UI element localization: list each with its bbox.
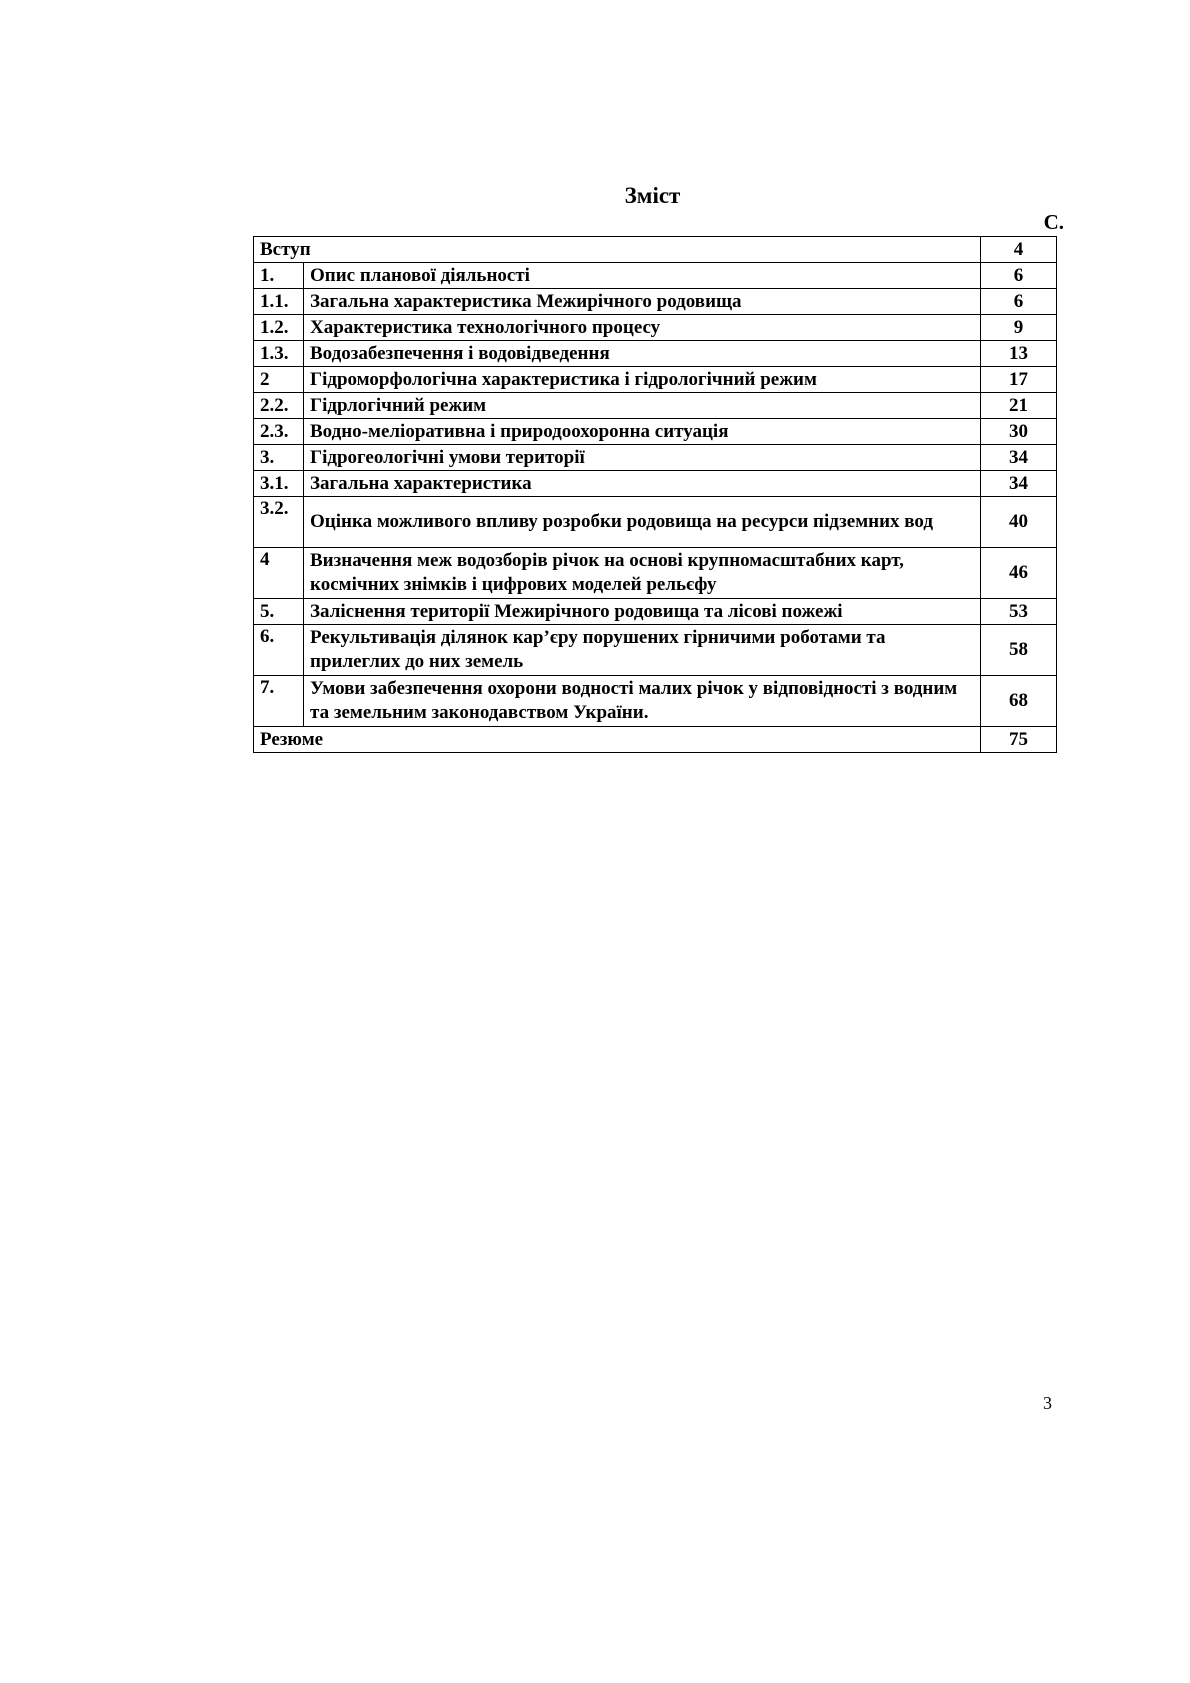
toc-title: Опис планової діяльності bbox=[304, 263, 981, 289]
toc-row bbox=[254, 625, 1057, 676]
toc-page: 13 bbox=[981, 341, 1057, 367]
toc-page: 58 bbox=[981, 625, 1057, 676]
toc-row bbox=[254, 315, 1057, 341]
toc-num: 2.2. bbox=[254, 393, 304, 419]
toc-page: 68 bbox=[981, 676, 1057, 727]
toc-num: 3.1. bbox=[254, 471, 304, 497]
table-of-contents bbox=[253, 236, 1057, 753]
toc-row bbox=[254, 497, 1057, 548]
toc-title: Гідрогеологічні умови території bbox=[304, 445, 981, 471]
toc-page: 4 bbox=[981, 237, 1057, 263]
toc-num: 3. bbox=[254, 445, 304, 471]
toc-title: Загальна характеристика bbox=[304, 471, 981, 497]
toc-num: 2 bbox=[254, 367, 304, 393]
toc-page: 40 bbox=[981, 497, 1057, 548]
toc-page: 34 bbox=[981, 445, 1057, 471]
toc-title: Резюме bbox=[254, 727, 981, 753]
toc-row-summary bbox=[254, 727, 1057, 753]
toc-num: 1. bbox=[254, 263, 304, 289]
toc-num: 1.2. bbox=[254, 315, 304, 341]
toc-page: 6 bbox=[981, 289, 1057, 315]
toc-title: Водозабезпечення і водовідведення bbox=[304, 341, 981, 367]
page-column-label: С. bbox=[1043, 210, 1064, 234]
toc-row bbox=[254, 548, 1057, 599]
toc-title: Вступ bbox=[254, 237, 981, 263]
toc-page: 46 bbox=[981, 548, 1057, 599]
page-number: 3 bbox=[1043, 1393, 1052, 1413]
toc-title: Визначення меж водозборів річок на основі крупномасштабних карт, космічних знімків і цифрових моделей рельєфу bbox=[304, 548, 981, 599]
toc-title: Заліснення території Межирічного родовища та лісові пожежі bbox=[304, 599, 981, 625]
toc-page: 21 bbox=[981, 393, 1057, 419]
toc-title: Гідроморфологічна характеристика і гідрологічний режим bbox=[304, 367, 981, 393]
toc-row bbox=[254, 419, 1057, 445]
toc-num: 5. bbox=[254, 599, 304, 625]
toc-title: Рекультивація ділянок кар’єру порушених гірничими роботами та прилеглих до них земель bbox=[304, 625, 981, 676]
toc-num: 1.1. bbox=[254, 289, 304, 315]
toc-num: 4 bbox=[254, 548, 304, 599]
toc-title: Умови забезпечення охорони водності малих річок у відповідності з водним та земельним законодавством України. bbox=[304, 676, 981, 727]
page-title: Зміст bbox=[624, 183, 681, 208]
toc-row bbox=[254, 263, 1057, 289]
toc-page: 75 bbox=[981, 727, 1057, 753]
toc-title: Водно-меліоративна і природоохоронна ситуація bbox=[304, 419, 981, 445]
toc-page: 6 bbox=[981, 263, 1057, 289]
toc-title: Гідрлогічний режим bbox=[304, 393, 981, 419]
toc-num: 1.3. bbox=[254, 341, 304, 367]
toc-page: 53 bbox=[981, 599, 1057, 625]
toc-page: 30 bbox=[981, 419, 1057, 445]
toc-page: 9 bbox=[981, 315, 1057, 341]
toc-row bbox=[254, 445, 1057, 471]
toc-title: Загальна характеристика Межирічного родовища bbox=[304, 289, 981, 315]
toc-num: 6. bbox=[254, 625, 304, 676]
toc-row bbox=[254, 471, 1057, 497]
toc-row-intro bbox=[254, 237, 1057, 263]
toc-page: 34 bbox=[981, 471, 1057, 497]
toc-num: 7. bbox=[254, 676, 304, 727]
toc-num: 2.3. bbox=[254, 419, 304, 445]
toc-title: Характеристика технологічного процесу bbox=[304, 315, 981, 341]
toc-title: Оцінка можливого впливу розробки родовища на ресурси підземних вод bbox=[304, 497, 981, 548]
toc-row bbox=[254, 676, 1057, 727]
toc-row bbox=[254, 289, 1057, 315]
toc-row bbox=[254, 367, 1057, 393]
toc-row bbox=[254, 599, 1057, 625]
toc-row bbox=[254, 393, 1057, 419]
toc-page: 17 bbox=[981, 367, 1057, 393]
toc-row bbox=[254, 341, 1057, 367]
toc-num: 3.2. bbox=[254, 497, 304, 548]
